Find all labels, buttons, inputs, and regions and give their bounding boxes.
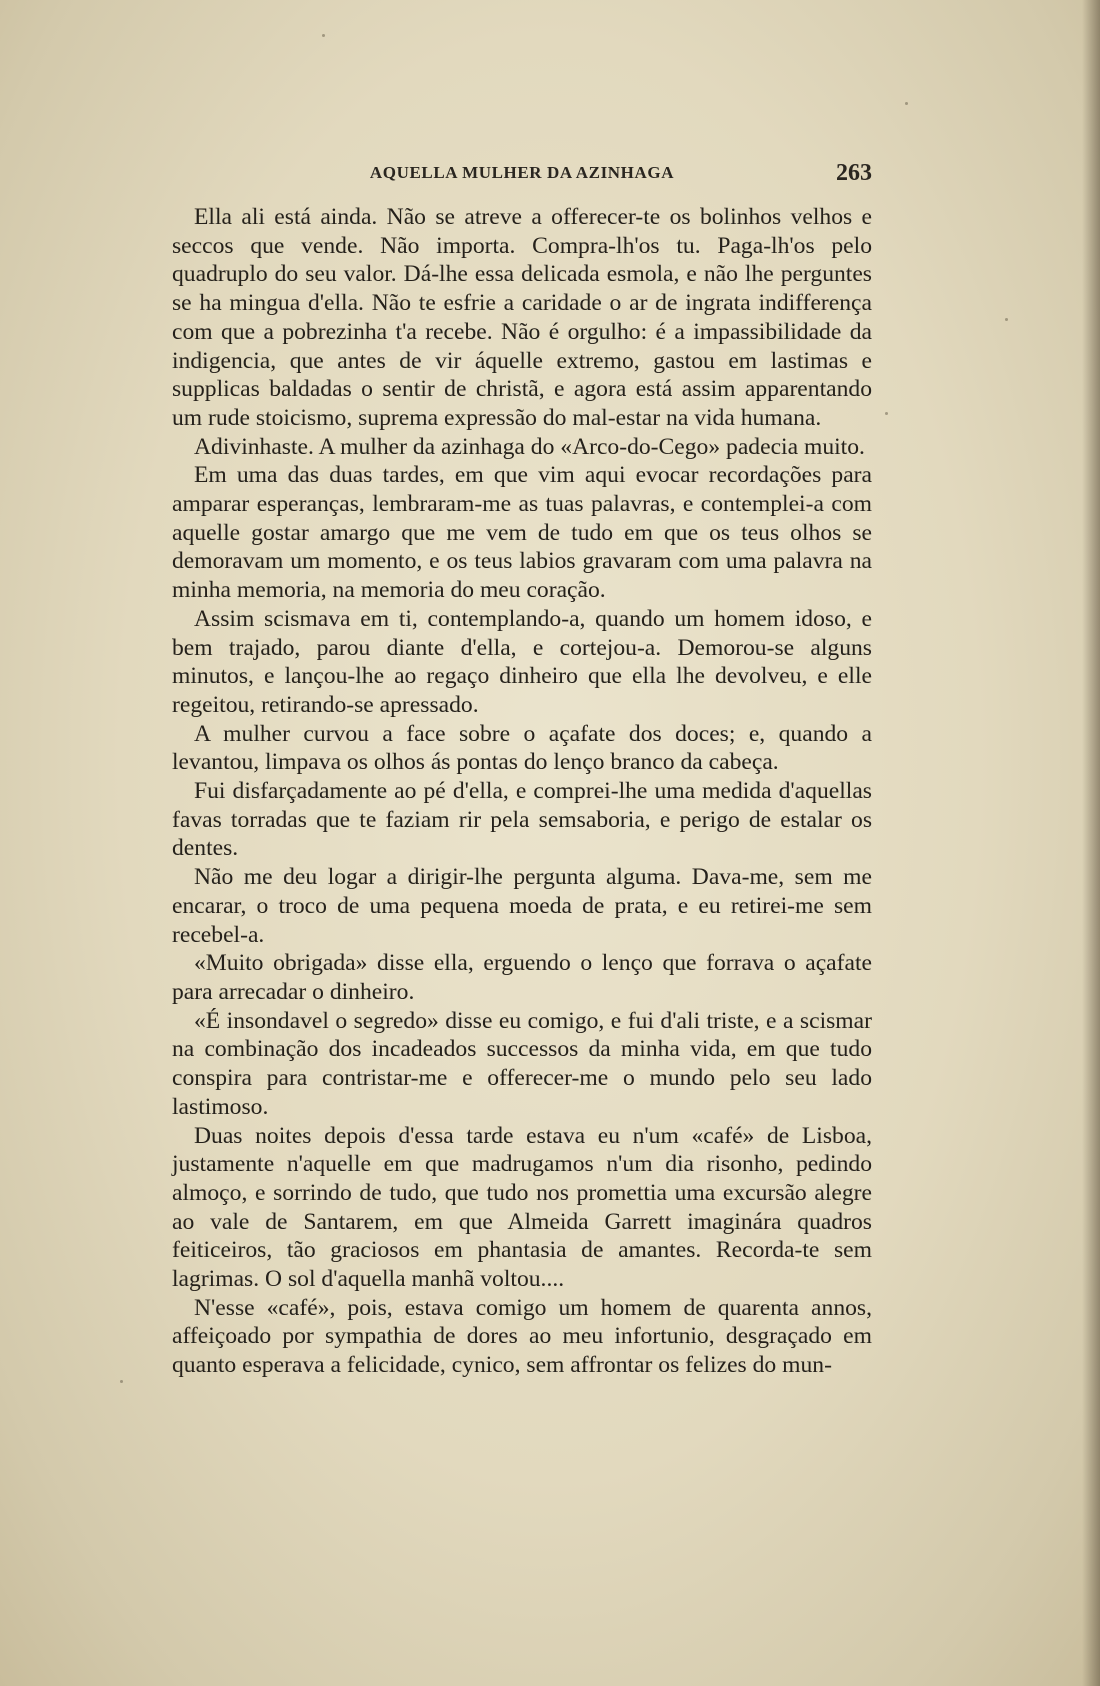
paragraph: Fui disfarçadamente ao pé d'ella, e comprei-lhe uma medida d'aquellas favas torradas que te faziam rir pela semsaboria, e perigo de estalar os dentes. [172, 778, 872, 862]
paper-speck [905, 102, 908, 105]
paper-speck [120, 1380, 123, 1383]
page-number: 263 [836, 160, 872, 186]
paper-speck [1005, 318, 1008, 321]
paper-speck [322, 34, 325, 37]
paragraph: «É insondavel o segredo» disse eu comigo, e fui d'ali triste, e a scismar na combinação dos incadeados successos da minha vida, em que tudo conspira para contristar-me e offerecer-me o mundo pelo seu lado lastimoso. [172, 1007, 872, 1120]
paragraph: «Muito obrigada» disse ella, erguendo o lenço que forrava o açafate para arrecadar o dinheiro. [172, 950, 872, 1005]
paragraph: Adivinhaste. A mulher da azinhaga do «Arco-do-Cego» padecia muito. [194, 433, 865, 460]
body-text [172, 203, 872, 1380]
paragraph: Não me deu logar a dirigir-lhe pergunta alguma. Dava-me, sem me encarar, o troco de uma pequena moeda de prata, e eu retirei-me sem recebel-a. [172, 864, 872, 948]
running-title: AQUELLA MULHER DA AZINHAGA [369, 163, 675, 182]
paragraph: Assim scismava em ti, contemplando-a, quando um homem idoso, e bem trajado, parou diante d'ella, e cortejou-a. Demorou-se alguns minutos, e lançou-lhe ao regaço dinheiro que ella lhe devolveu, e elle regeitou, retirando-se apressado. [172, 605, 872, 718]
paragraph: Ella ali está ainda. Não se atreve a offerecer-te os bolinhos velhos e seccos que vende. Não importa. Compra-lh'os tu. Paga-lh'os pelo quadruplo do seu valor. Dá-lhe essa delicada esmola, e não lhe perguntes se ha mingua d'ella. Não te esfrie a caridade o ar de ingrata indifferença com que a pobrezinha t'a recebe. Não é orgulho: é a impassibilidade da indigencia, que antes de vir áquelle extremo, gastou em lastimas e supplicas baldadas o sentir de christã, e agora está assim apparentando um rude stoicismo, suprema expressão do mal-estar na vida humana. [172, 204, 872, 431]
page-edge-shadow [1082, 0, 1100, 1686]
paragraph: Duas noites depois d'essa tarde estava eu n'um «café» de Lisboa, justamente n'aquelle em que madrugamos n'um dia risonho, pedindo almoço, e sorrindo de tudo, que tudo nos promettia uma excursão alegre ao vale de Santarem, em que Almeida Garrett imaginára quadros feiticeiros, tão graciosos em phantasia de amantes. Recorda-te sem lagrimas. O sol d'aquella manhã voltou.... [172, 1122, 872, 1293]
page-header [172, 160, 872, 190]
paragraph: A mulher curvou a face sobre o açafate dos doces; e, quando a levantou, limpava os olhos ás pontas do lenço branco da cabeça. [172, 720, 872, 776]
paragraph: Em uma das duas tardes, em que vim aqui evocar recordações para amparar esperanças, lembraram-me as tuas palavras, e contemplei-a com aquelle gostar amargo que me vem de tudo em que os teus olhos se demoravam um momento, e os teus labios gravaram com uma palavra na minha memoria, na memoria do meu coração. [172, 462, 872, 604]
paper-speck [885, 412, 888, 415]
paragraph: N'esse «café», pois, estava comigo um homem de quarenta annos, affeiçoado por sympathia de dores ao meu infortunio, desgraçado em quanto esperava a felicidade, cynico, sem affrontar os felizes do mun- [172, 1294, 872, 1379]
